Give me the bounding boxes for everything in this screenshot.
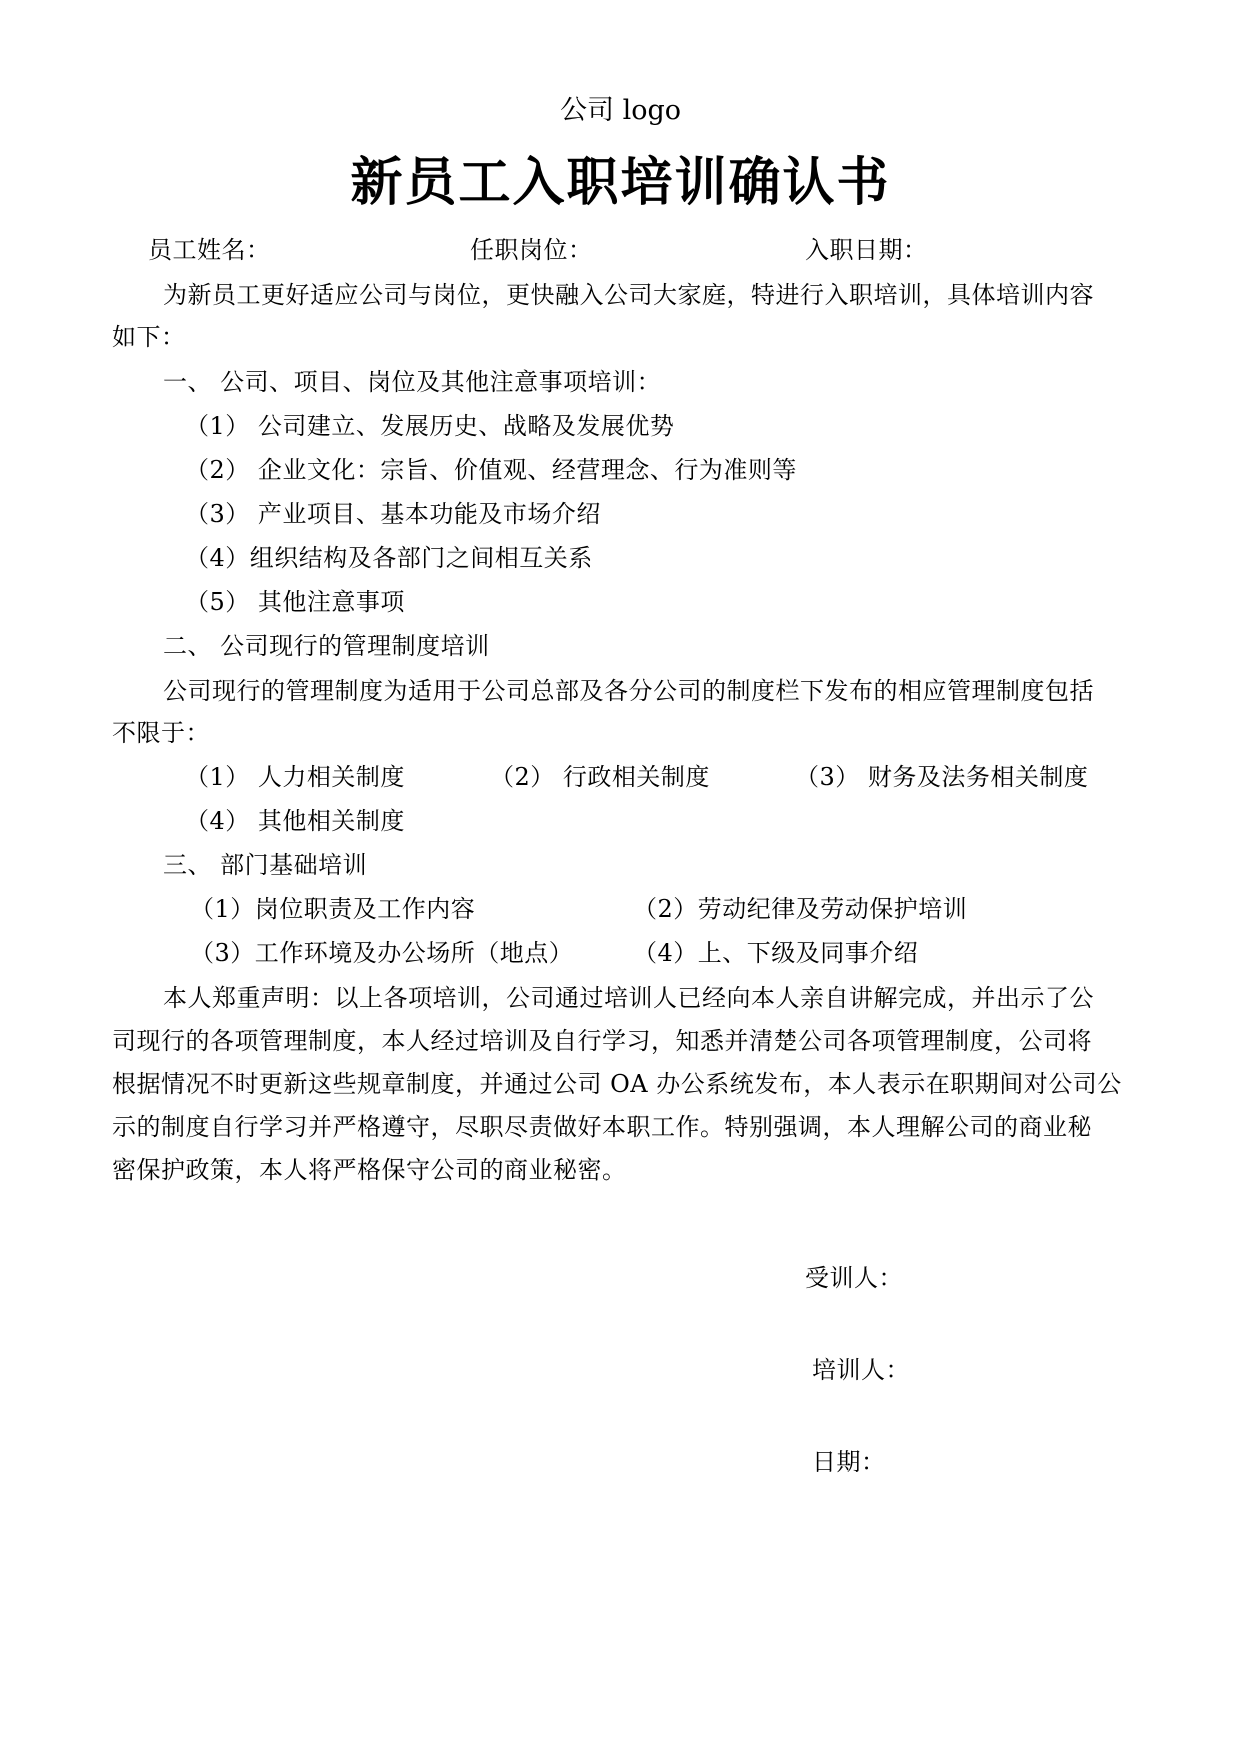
intro-line-1: 为新员工更好适应公司与岗位，更快融入公司大家庭，特进行入职培训，具体培训内容 [163,281,1094,309]
position-label: 任职岗位： [470,236,593,264]
declaration-line: 司现行的各项管理制度，本人经过培训及自行学习，知悉并清楚公司各项管理制度，公司将 [112,1027,1092,1055]
section3-item: （4）上、下级及同事介绍 [633,939,919,967]
section2-desc-line-1: 公司现行的管理制度为适用于公司总部及各分公司的制度栏下发布的相应管理制度包括 [163,677,1094,705]
section1-item: （1） 公司建立、发展历史、战略及发展优势 [185,412,675,440]
entry-date-label: 入职日期： [805,236,928,264]
section1-item: （5） 其他注意事项 [185,588,405,616]
employee-name-label: 员工姓名： [148,236,271,264]
section1-item: （3） 产业项目、基本功能及市场介绍 [185,500,601,528]
section2-desc-line-2: 不限于： [112,719,210,747]
section3-item: （1）岗位职责及工作内容 [190,895,476,923]
section2-item: （3） 财务及法务相关制度 [795,763,1089,791]
section3-item: （3）工作环境及办公场所（地点） [190,939,574,967]
section1-item: （4）组织结构及各部门之间相互关系 [185,544,593,572]
declaration-line: 密保护政策，本人将严格保守公司的商业秘密。 [112,1156,627,1184]
intro-line-2: 如下： [112,323,186,351]
section1-item: （2） 企业文化：宗旨、价值观、经营理念、行为准则等 [185,456,797,484]
declaration-line: 示的制度自行学习并严格遵守，尽职尽责做好本职工作。特别强调，本人理解公司的商业秘 [112,1113,1092,1141]
section2-item: （4） 其他相关制度 [185,807,405,835]
declaration-line: 本人郑重声明：以上各项培训，公司通过培训人已经向本人亲自讲解完成，并出示了公 [163,984,1094,1012]
section2-item: （1） 人力相关制度 [185,763,405,791]
section1-heading: 一、 公司、项目、岗位及其他注意事项培训： [163,368,662,396]
section3-heading: 三、 部门基础培训 [163,851,368,879]
company-logo-placeholder: 公司 logo [559,95,681,126]
section2-item: （2） 行政相关制度 [490,763,710,791]
trainer-signature-label: 培训人： [812,1356,910,1384]
document-title: 新员工入职培训确认书 [350,152,891,213]
section2-heading: 二、 公司现行的管理制度培训 [163,632,490,660]
trainee-signature-label: 受训人： [805,1264,903,1292]
declaration-line: 根据情况不时更新这些规章制度，并通过公司 OA 办公系统发布，本人表示在职期间对公司公 [112,1070,1122,1098]
section3-item: （2）劳动纪律及劳动保护培训 [633,895,968,923]
signature-date-label: 日期： [812,1448,886,1476]
